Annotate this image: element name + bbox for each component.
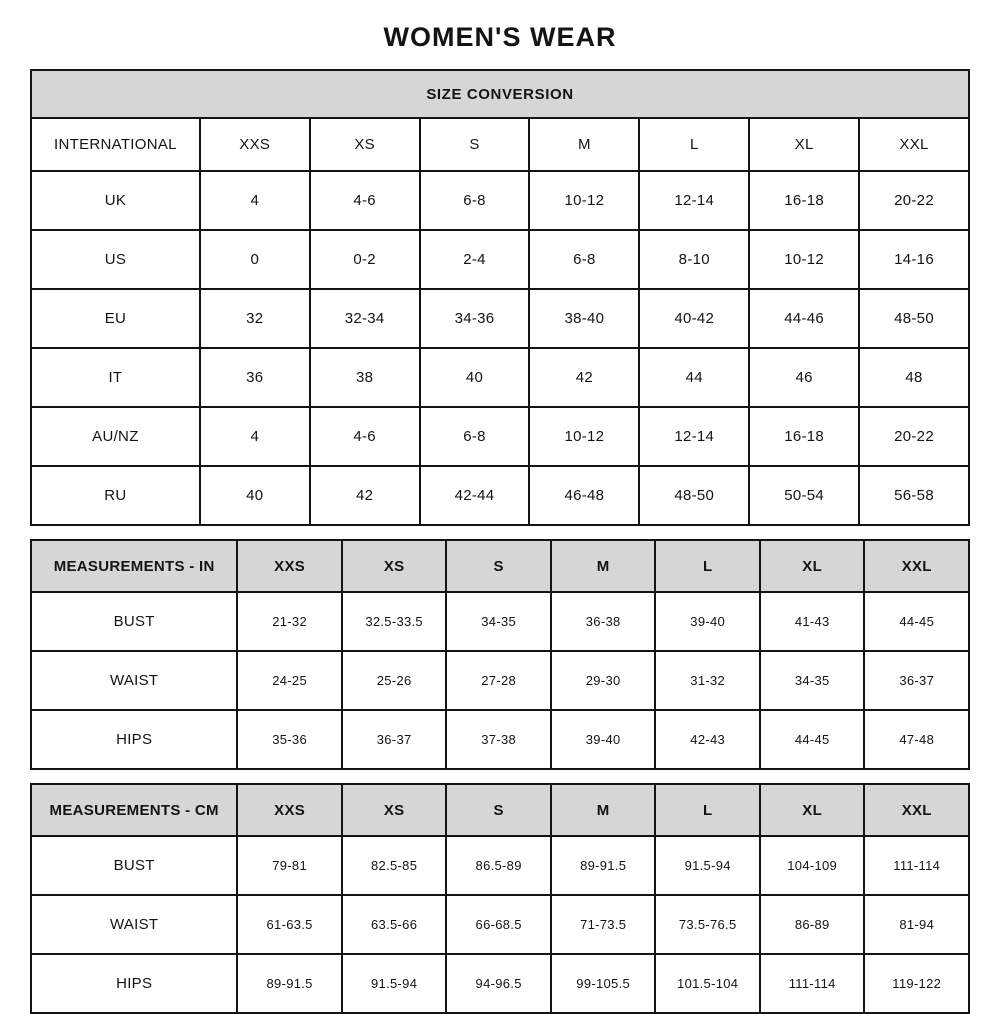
size-value-cell: 10-12: [529, 407, 639, 466]
column-header-cell: S: [446, 784, 551, 836]
column-header-cell: M: [551, 540, 656, 592]
measurement-value-cell: 27-28: [446, 651, 551, 710]
measurement-value-cell: 37-38: [446, 710, 551, 769]
size-value-cell: 38-40: [529, 289, 639, 348]
measurement-value-cell: 34-35: [760, 651, 865, 710]
size-value-cell: 14-16: [859, 230, 969, 289]
measurement-value-cell: 63.5-66: [342, 895, 447, 954]
size-value-cell: 10-12: [749, 230, 859, 289]
measurement-value-cell: 101.5-104: [655, 954, 760, 1013]
column-header-cell: L: [655, 540, 760, 592]
row-label: WAIST: [31, 895, 237, 954]
measurement-value-cell: 86-89: [760, 895, 865, 954]
column-header-cell: XL: [760, 540, 865, 592]
measurement-value-cell: 89-91.5: [551, 836, 656, 895]
size-value-cell: 4: [200, 407, 310, 466]
size-value-cell: 32-34: [310, 289, 420, 348]
column-header-cell: XXL: [864, 540, 969, 592]
row-label: UK: [31, 171, 200, 230]
column-header-row: [31, 540, 969, 592]
measurement-value-cell: 25-26: [342, 651, 447, 710]
measurement-value-cell: 91.5-94: [655, 836, 760, 895]
measurement-value-cell: 66-68.5: [446, 895, 551, 954]
table-row: [31, 171, 969, 230]
size-value-cell: 4: [200, 171, 310, 230]
table-row: [31, 651, 969, 710]
measurement-value-cell: 31-32: [655, 651, 760, 710]
size-value-cell: 20-22: [859, 171, 969, 230]
table-row: [31, 836, 969, 895]
measurement-value-cell: 111-114: [760, 954, 865, 1013]
column-header-cell: XXS: [200, 118, 310, 171]
measurement-value-cell: 89-91.5: [237, 954, 342, 1013]
table-row: [31, 954, 969, 1013]
row-label: RU: [31, 466, 200, 525]
table-row: [31, 407, 969, 466]
table-title: SIZE CONVERSION: [31, 70, 969, 118]
size-value-cell: 50-54: [749, 466, 859, 525]
size-value-cell: 0: [200, 230, 310, 289]
measurement-value-cell: 41-43: [760, 592, 865, 651]
size-conversion-table: [30, 69, 970, 526]
size-value-cell: 42-44: [420, 466, 530, 525]
measurement-value-cell: 71-73.5: [551, 895, 656, 954]
measurement-value-cell: 82.5-85: [342, 836, 447, 895]
size-value-cell: 4-6: [310, 171, 420, 230]
size-value-cell: 6-8: [420, 407, 530, 466]
size-value-cell: 12-14: [639, 171, 749, 230]
column-header-cell: L: [655, 784, 760, 836]
measurement-value-cell: 36-38: [551, 592, 656, 651]
table-row: [31, 289, 969, 348]
row-label: US: [31, 230, 200, 289]
column-header-cell: XS: [310, 118, 420, 171]
column-header-row: [31, 118, 969, 171]
size-value-cell: 48: [859, 348, 969, 407]
column-header-cell: XL: [760, 784, 865, 836]
size-value-cell: 46: [749, 348, 859, 407]
column-header-cell: XS: [342, 784, 447, 836]
size-value-cell: 36: [200, 348, 310, 407]
column-header-cell: MEASUREMENTS - IN: [31, 540, 237, 592]
size-value-cell: 12-14: [639, 407, 749, 466]
measurement-value-cell: 81-94: [864, 895, 969, 954]
row-label: HIPS: [31, 954, 237, 1013]
measurement-value-cell: 39-40: [551, 710, 656, 769]
size-value-cell: 40: [420, 348, 530, 407]
column-header-cell: S: [420, 118, 530, 171]
size-value-cell: 6-8: [529, 230, 639, 289]
size-value-cell: 56-58: [859, 466, 969, 525]
size-value-cell: 0-2: [310, 230, 420, 289]
size-value-cell: 16-18: [749, 407, 859, 466]
size-value-cell: 42: [529, 348, 639, 407]
size-value-cell: 40-42: [639, 289, 749, 348]
measurement-value-cell: 44-45: [864, 592, 969, 651]
measurement-value-cell: 34-35: [446, 592, 551, 651]
measurement-value-cell: 44-45: [760, 710, 865, 769]
size-value-cell: 20-22: [859, 407, 969, 466]
measurement-value-cell: 39-40: [655, 592, 760, 651]
measurement-value-cell: 29-30: [551, 651, 656, 710]
row-label: WAIST: [31, 651, 237, 710]
measurement-value-cell: 73.5-76.5: [655, 895, 760, 954]
row-label: BUST: [31, 592, 237, 651]
size-value-cell: 44: [639, 348, 749, 407]
column-header-row: [31, 784, 969, 836]
measurement-value-cell: 24-25: [237, 651, 342, 710]
size-value-cell: 6-8: [420, 171, 530, 230]
measurement-value-cell: 36-37: [864, 651, 969, 710]
measurement-value-cell: 35-36: [237, 710, 342, 769]
size-value-cell: 4-6: [310, 407, 420, 466]
measurement-value-cell: 36-37: [342, 710, 447, 769]
column-header-cell: XS: [342, 540, 447, 592]
column-header-cell: XL: [749, 118, 859, 171]
column-header-cell: XXL: [864, 784, 969, 836]
measurement-value-cell: 99-105.5: [551, 954, 656, 1013]
measurements-cm-table: [30, 783, 970, 1014]
measurement-value-cell: 94-96.5: [446, 954, 551, 1013]
size-value-cell: 38: [310, 348, 420, 407]
column-header-cell: XXS: [237, 784, 342, 836]
column-header-cell: XXL: [859, 118, 969, 171]
size-value-cell: 42: [310, 466, 420, 525]
size-value-cell: 10-12: [529, 171, 639, 230]
size-value-cell: 34-36: [420, 289, 530, 348]
size-value-cell: 48-50: [639, 466, 749, 525]
size-value-cell: 48-50: [859, 289, 969, 348]
row-label: IT: [31, 348, 200, 407]
table-row: [31, 230, 969, 289]
measurement-value-cell: 42-43: [655, 710, 760, 769]
measurement-value-cell: 21-32: [237, 592, 342, 651]
row-label: EU: [31, 289, 200, 348]
measurement-value-cell: 86.5-89: [446, 836, 551, 895]
column-header-cell: M: [529, 118, 639, 171]
table-row: [31, 348, 969, 407]
size-value-cell: 2-4: [420, 230, 530, 289]
table-row: [31, 895, 969, 954]
size-value-cell: 32: [200, 289, 310, 348]
column-header-cell: M: [551, 784, 656, 836]
row-label: HIPS: [31, 710, 237, 769]
column-header-cell: L: [639, 118, 749, 171]
size-value-cell: 44-46: [749, 289, 859, 348]
column-header-cell: MEASUREMENTS - CM: [31, 784, 237, 836]
measurement-value-cell: 119-122: [864, 954, 969, 1013]
measurements-in-table: [30, 539, 970, 770]
column-header-cell: INTERNATIONAL: [31, 118, 200, 171]
table-row: [31, 592, 969, 651]
measurement-value-cell: 111-114: [864, 836, 969, 895]
size-value-cell: 46-48: [529, 466, 639, 525]
row-label: BUST: [31, 836, 237, 895]
table-title-row: [31, 70, 969, 118]
row-label: AU/NZ: [31, 407, 200, 466]
table-row: [31, 710, 969, 769]
measurement-value-cell: 61-63.5: [237, 895, 342, 954]
table-row: [31, 466, 969, 525]
measurement-value-cell: 104-109: [760, 836, 865, 895]
measurement-value-cell: 79-81: [237, 836, 342, 895]
size-value-cell: 8-10: [639, 230, 749, 289]
column-header-cell: XXS: [237, 540, 342, 592]
measurement-value-cell: 47-48: [864, 710, 969, 769]
column-header-cell: S: [446, 540, 551, 592]
measurement-value-cell: 32.5-33.5: [342, 592, 447, 651]
size-value-cell: 16-18: [749, 171, 859, 230]
page-title: WOMEN'S WEAR: [383, 22, 617, 52]
measurement-value-cell: 91.5-94: [342, 954, 447, 1013]
size-value-cell: 40: [200, 466, 310, 525]
